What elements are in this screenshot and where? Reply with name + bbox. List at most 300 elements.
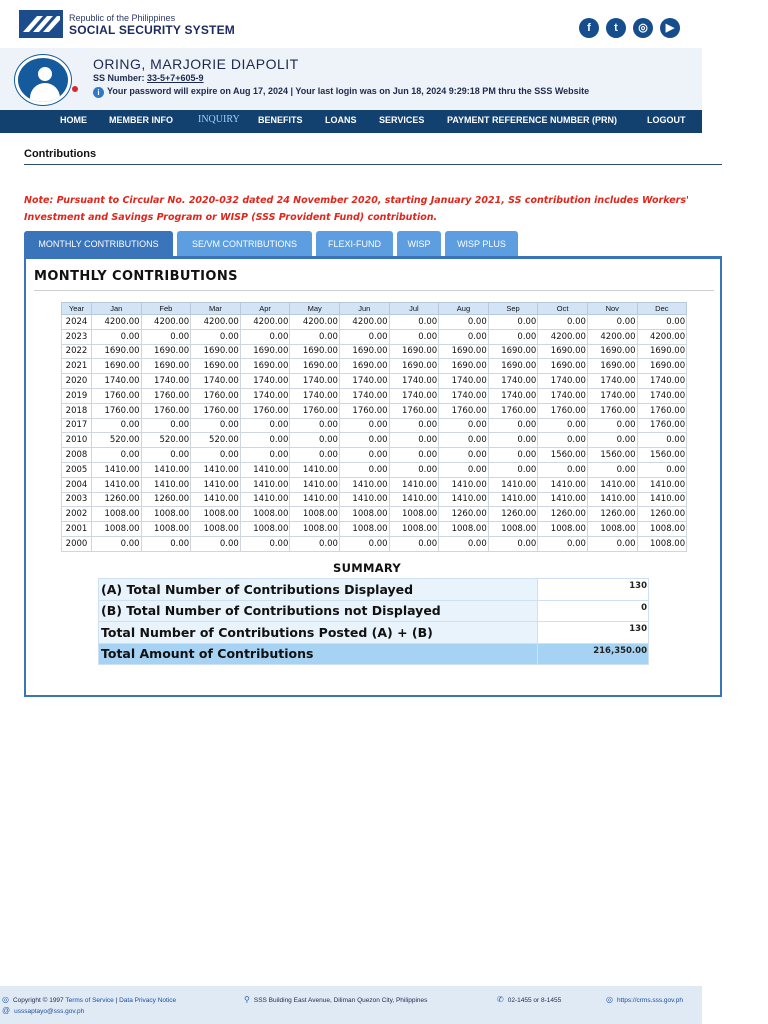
amount-cell: 1410.00 — [92, 462, 142, 477]
year-cell: 2005 — [62, 462, 92, 477]
nav-home[interactable]: HOME — [60, 115, 87, 125]
nav-member-info[interactable]: MEMBER INFO — [109, 115, 173, 125]
member-name: ORING, MARJORIE DIAPOLIT — [93, 56, 299, 72]
amount-cell: 1760.00 — [389, 403, 439, 418]
amount-cell: 0.00 — [439, 536, 489, 551]
summary-title: SUMMARY — [333, 561, 402, 575]
amount-cell: 1690.00 — [488, 344, 538, 359]
amount-cell: 1690.00 — [439, 344, 489, 359]
amount-cell: 1760.00 — [92, 388, 142, 403]
amount-cell: 1008.00 — [141, 522, 191, 537]
amount-cell: 0.00 — [290, 536, 340, 551]
amount-cell: 1260.00 — [587, 507, 637, 522]
amount-cell: 0.00 — [637, 315, 687, 330]
phone-icon: ✆ — [497, 995, 504, 1004]
summary-row — [99, 600, 649, 622]
email-link[interactable]: usssaptayo@sss.gov.ph — [14, 1008, 85, 1015]
amount-cell: 1740.00 — [240, 388, 290, 403]
amount-cell: 0.00 — [290, 448, 340, 463]
amount-cell: 1410.00 — [488, 492, 538, 507]
amount-cell: 0.00 — [439, 448, 489, 463]
amount-cell: 1410.00 — [240, 462, 290, 477]
footer-copyright-line — [2, 995, 176, 1004]
footer-email-line — [2, 1006, 84, 1015]
amount-cell: 1740.00 — [488, 388, 538, 403]
amount-cell: 1690.00 — [290, 359, 340, 374]
amount-cell: 0.00 — [92, 329, 142, 344]
twitter-icon[interactable]: t — [606, 18, 626, 38]
amount-cell: 1740.00 — [339, 374, 389, 389]
amount-cell: 0.00 — [191, 418, 241, 433]
email-icon: @ — [2, 1006, 11, 1015]
amount-cell: 1410.00 — [290, 477, 340, 492]
year-cell: 2001 — [62, 522, 92, 537]
amount-cell: 0.00 — [637, 433, 687, 448]
amount-cell: 1410.00 — [538, 492, 588, 507]
amount-cell: 1740.00 — [439, 374, 489, 389]
footer-separator: | — [113, 997, 120, 1004]
location-icon: ⚲ — [244, 995, 250, 1004]
amount-cell: 0.00 — [141, 329, 191, 344]
amount-cell: 1410.00 — [141, 462, 191, 477]
nav-services[interactable]: SERVICES — [379, 115, 425, 125]
amount-cell: 1260.00 — [538, 507, 588, 522]
amount-cell: 1760.00 — [141, 403, 191, 418]
amount-cell: 1410.00 — [240, 477, 290, 492]
ss-number-line — [93, 73, 204, 83]
year-cell: 2017 — [62, 418, 92, 433]
table-row — [62, 374, 687, 389]
nav-inquiry[interactable]: INQUIRY — [198, 114, 240, 125]
amount-cell: 1690.00 — [587, 344, 637, 359]
amount-cell: 1008.00 — [488, 522, 538, 537]
amount-cell: 0.00 — [339, 433, 389, 448]
year-cell: 2004 — [62, 477, 92, 492]
amount-cell: 0.00 — [240, 448, 290, 463]
amount-cell: 1008.00 — [538, 522, 588, 537]
amount-cell: 1410.00 — [191, 492, 241, 507]
amount-cell: 0.00 — [389, 448, 439, 463]
column-header-month: Jul — [389, 303, 439, 315]
amount-cell: 0.00 — [439, 433, 489, 448]
amount-cell: 1690.00 — [389, 344, 439, 359]
amount-cell: 1760.00 — [240, 403, 290, 418]
amount-cell: 1008.00 — [191, 507, 241, 522]
amount-cell: 1690.00 — [290, 344, 340, 359]
table-row — [62, 462, 687, 477]
year-cell: 2023 — [62, 329, 92, 344]
brand-title: SOCIAL SECURITY SYSTEM — [69, 23, 235, 37]
avatar-body — [30, 83, 60, 103]
table-row — [62, 344, 687, 359]
website-link[interactable]: https://crms.sss.gov.ph — [616, 997, 683, 1004]
amount-cell: 1008.00 — [637, 522, 687, 537]
amount-cell: 1740.00 — [587, 374, 637, 389]
column-header-year: Year — [62, 303, 92, 315]
terms-link[interactable]: Terms of Service — [65, 997, 114, 1004]
amount-cell: 1690.00 — [191, 344, 241, 359]
amount-cell: 0.00 — [240, 418, 290, 433]
amount-cell: 0.00 — [439, 315, 489, 330]
summary-total-row — [99, 643, 649, 665]
amount-cell: 1690.00 — [637, 344, 687, 359]
amount-cell: 1410.00 — [587, 477, 637, 492]
amount-cell: 1560.00 — [587, 448, 637, 463]
amount-cell: 1690.00 — [92, 359, 142, 374]
amount-cell: 4200.00 — [339, 315, 389, 330]
table-row — [62, 329, 687, 344]
nav-logout[interactable]: LOGOUT — [647, 115, 686, 125]
amount-cell: 0.00 — [141, 448, 191, 463]
amount-cell: 520.00 — [191, 433, 241, 448]
amount-cell: 0.00 — [191, 536, 241, 551]
amount-cell: 0.00 — [587, 315, 637, 330]
summary-value: 0 — [538, 600, 649, 622]
amount-cell: 1410.00 — [637, 477, 687, 492]
amount-cell: 1410.00 — [637, 492, 687, 507]
amount-cell: 1410.00 — [439, 477, 489, 492]
avatar-head — [38, 67, 52, 81]
amount-cell: 0.00 — [290, 433, 340, 448]
column-header-month: Aug — [439, 303, 489, 315]
amount-cell: 1008.00 — [587, 522, 637, 537]
amount-cell: 0.00 — [389, 433, 439, 448]
amount-cell: 1008.00 — [290, 507, 340, 522]
amount-cell: 0.00 — [488, 329, 538, 344]
tab-flexi-fund[interactable]: FLEXI-FUND — [316, 231, 393, 257]
amount-cell: 0.00 — [92, 536, 142, 551]
amount-cell: 0.00 — [290, 329, 340, 344]
amount-cell: 0.00 — [538, 418, 588, 433]
table-header-row — [62, 303, 687, 315]
summary-label: (A) Total Number of Contributions Displayed — [99, 579, 538, 601]
column-header-month: Oct — [538, 303, 588, 315]
panel-divider — [34, 290, 714, 291]
youtube-icon[interactable]: ▶ — [660, 18, 680, 38]
amount-cell: 0.00 — [141, 418, 191, 433]
password-notice: Your password will expire on Aug 17, 2024 | Your last login was on Jun 18, 2024 9:29:18 PM thru the SSS Website — [107, 86, 590, 96]
amount-cell: 1410.00 — [92, 477, 142, 492]
footer-url-line — [606, 995, 683, 1004]
amount-cell: 0.00 — [389, 462, 439, 477]
amount-cell: 1260.00 — [439, 507, 489, 522]
amount-cell: 1740.00 — [637, 388, 687, 403]
amount-cell: 0.00 — [240, 433, 290, 448]
table-row — [62, 418, 687, 433]
tab-wisp[interactable]: WISP — [397, 231, 441, 257]
amount-cell: 1690.00 — [488, 359, 538, 374]
amount-cell: 0.00 — [339, 448, 389, 463]
amount-cell: 0.00 — [92, 448, 142, 463]
amount-cell: 1008.00 — [389, 507, 439, 522]
amount-cell: 1690.00 — [439, 359, 489, 374]
amount-cell: 1410.00 — [439, 492, 489, 507]
year-cell: 2018 — [62, 403, 92, 418]
summary-table — [98, 578, 649, 665]
amount-cell: 1260.00 — [637, 507, 687, 522]
amount-cell: 1410.00 — [191, 477, 241, 492]
amount-cell: 1740.00 — [389, 388, 439, 403]
nav-loans[interactable]: LOANS — [325, 115, 357, 125]
column-header-month: Mar — [191, 303, 241, 315]
amount-cell: 1740.00 — [389, 374, 439, 389]
table-row — [62, 477, 687, 492]
amount-cell: 1008.00 — [240, 522, 290, 537]
amount-cell: 0.00 — [587, 418, 637, 433]
table-row — [62, 492, 687, 507]
amount-cell: 1740.00 — [488, 374, 538, 389]
year-cell: 2003 — [62, 492, 92, 507]
ss-number-label: SS Number: — [93, 73, 148, 83]
amount-cell: 1760.00 — [587, 403, 637, 418]
amount-cell: 1690.00 — [637, 359, 687, 374]
summary-label: Total Number of Contributions Posted (A) + (B) — [99, 622, 538, 644]
footer-phone-line — [497, 995, 561, 1004]
amount-cell: 0.00 — [141, 536, 191, 551]
amount-cell: 0.00 — [339, 462, 389, 477]
tab-wisp-plus[interactable]: WISP PLUS — [445, 231, 518, 257]
amount-cell: 1740.00 — [240, 374, 290, 389]
nav-prn[interactable]: PAYMENT REFERENCE NUMBER (PRN) — [447, 115, 618, 125]
nav-benefits[interactable]: BENEFITS — [258, 115, 303, 125]
amount-cell: 4200.00 — [191, 315, 241, 330]
amount-cell: 1008.00 — [240, 507, 290, 522]
amount-cell: 1690.00 — [141, 344, 191, 359]
table-row — [62, 315, 687, 330]
column-header-month: Sep — [488, 303, 538, 315]
year-cell: 2020 — [62, 374, 92, 389]
column-header-month: Feb — [141, 303, 191, 315]
amount-cell: 1410.00 — [339, 477, 389, 492]
amount-cell: 1690.00 — [191, 359, 241, 374]
amount-cell: 1740.00 — [290, 374, 340, 389]
status-dot — [72, 86, 78, 92]
amount-cell: 1690.00 — [538, 359, 588, 374]
amount-cell: 1690.00 — [141, 359, 191, 374]
amount-cell: 0.00 — [339, 536, 389, 551]
amount-cell: 1740.00 — [587, 388, 637, 403]
amount-cell: 0.00 — [439, 329, 489, 344]
info-icon: i — [93, 87, 104, 98]
amount-cell: 1560.00 — [538, 448, 588, 463]
facebook-icon[interactable]: f — [579, 18, 599, 38]
amount-cell: 0.00 — [488, 448, 538, 463]
amount-cell: 0.00 — [191, 448, 241, 463]
amount-cell: 0.00 — [488, 315, 538, 330]
amount-cell: 4200.00 — [92, 315, 142, 330]
year-cell: 2021 — [62, 359, 92, 374]
amount-cell: 1410.00 — [339, 492, 389, 507]
ss-number: 33-5+7+605-9 — [147, 73, 204, 83]
amount-cell: 1410.00 — [290, 462, 340, 477]
amount-cell: 0.00 — [538, 315, 588, 330]
amount-cell: 1260.00 — [488, 507, 538, 522]
amount-cell: 0.00 — [587, 462, 637, 477]
table-body — [62, 315, 687, 552]
amount-cell: 1410.00 — [240, 492, 290, 507]
amount-cell: 4200.00 — [538, 329, 588, 344]
column-header-month: Apr — [240, 303, 290, 315]
password-notice-line — [93, 86, 589, 98]
table-row — [62, 403, 687, 418]
contributions-table — [61, 302, 687, 552]
amount-cell: 1740.00 — [637, 374, 687, 389]
amount-cell: 4200.00 — [141, 315, 191, 330]
amount-cell: 1008.00 — [92, 522, 142, 537]
amount-cell: 1690.00 — [240, 344, 290, 359]
amount-cell: 4200.00 — [637, 329, 687, 344]
year-cell: 2008 — [62, 448, 92, 463]
amount-cell: 1760.00 — [439, 403, 489, 418]
amount-cell: 0.00 — [191, 329, 241, 344]
amount-cell: 1410.00 — [191, 462, 241, 477]
amount-cell: 1760.00 — [637, 403, 687, 418]
summary-total-label: Total Amount of Contributions — [99, 643, 538, 665]
amount-cell: 1740.00 — [92, 374, 142, 389]
amount-cell: 1690.00 — [587, 359, 637, 374]
amount-cell: 1410.00 — [587, 492, 637, 507]
brand-subtitle: Republic of the Philippines — [69, 13, 176, 23]
table-row — [62, 448, 687, 463]
amount-cell: 1760.00 — [488, 403, 538, 418]
amount-cell: 0.00 — [290, 418, 340, 433]
footer — [0, 986, 702, 1024]
address-text: SSS Building East Avenue, Diliman Quezon City, Philippines — [253, 997, 428, 1004]
amount-cell: 1410.00 — [389, 492, 439, 507]
amount-cell: 1260.00 — [92, 492, 142, 507]
year-cell: 2010 — [62, 433, 92, 448]
table-row — [62, 388, 687, 403]
amount-cell: 0.00 — [538, 433, 588, 448]
amount-cell: 4200.00 — [240, 315, 290, 330]
amount-cell: 0.00 — [240, 329, 290, 344]
amount-cell: 1740.00 — [290, 388, 340, 403]
amount-cell: 0.00 — [389, 315, 439, 330]
footer-address-line — [244, 995, 427, 1004]
amount-cell: 1690.00 — [339, 344, 389, 359]
column-header-month: Jun — [339, 303, 389, 315]
globe-icon: ◎ — [2, 995, 9, 1004]
amount-cell: 1690.00 — [538, 344, 588, 359]
amount-cell: 0.00 — [488, 536, 538, 551]
amount-cell: 0.00 — [488, 462, 538, 477]
amount-cell: 1410.00 — [389, 477, 439, 492]
summary-label: (B) Total Number of Contributions not Displayed — [99, 600, 538, 622]
main-nav — [0, 110, 702, 133]
amount-cell: 1008.00 — [339, 507, 389, 522]
amount-cell: 1760.00 — [141, 388, 191, 403]
tab-se-vm-contributions[interactable]: SE/VM CONTRIBUTIONS — [177, 231, 312, 257]
amount-cell: 1760.00 — [191, 403, 241, 418]
table-row — [62, 536, 687, 551]
copyright-text: Copyright © 1997 — [12, 997, 66, 1004]
amount-cell: 0.00 — [339, 418, 389, 433]
top-header — [0, 0, 702, 48]
table-row — [62, 507, 687, 522]
table-row — [62, 522, 687, 537]
amount-cell: 0.00 — [240, 536, 290, 551]
privacy-link[interactable]: Data Privacy Notice — [119, 997, 177, 1004]
amount-cell: 1690.00 — [92, 344, 142, 359]
column-header-month: Nov — [587, 303, 637, 315]
year-cell: 2024 — [62, 315, 92, 330]
amount-cell: 0.00 — [587, 433, 637, 448]
amount-cell: 1760.00 — [191, 388, 241, 403]
amount-cell: 1690.00 — [240, 359, 290, 374]
amount-cell: 0.00 — [389, 418, 439, 433]
amount-cell: 1008.00 — [339, 522, 389, 537]
summary-value: 130 — [538, 622, 649, 644]
amount-cell: 1008.00 — [637, 536, 687, 551]
amount-cell: 1740.00 — [191, 374, 241, 389]
avatar[interactable] — [15, 55, 71, 105]
amount-cell: 0.00 — [439, 418, 489, 433]
year-cell: 2022 — [62, 344, 92, 359]
amount-cell: 1008.00 — [389, 522, 439, 537]
amount-cell: 0.00 — [389, 329, 439, 344]
summary-row — [99, 622, 649, 644]
amount-cell: 1260.00 — [141, 492, 191, 507]
year-cell: 2019 — [62, 388, 92, 403]
year-cell: 2002 — [62, 507, 92, 522]
amount-cell: 1690.00 — [339, 359, 389, 374]
panel-title: MONTHLY CONTRIBUTIONS — [34, 269, 238, 284]
column-header-month: May — [290, 303, 340, 315]
amount-cell: 4200.00 — [290, 315, 340, 330]
amount-cell: 1008.00 — [290, 522, 340, 537]
summary-total-value: 216,350.00 — [538, 643, 649, 665]
tab-monthly-contributions[interactable]: MONTHLY CONTRIBUTIONS — [24, 231, 173, 257]
amount-cell: 0.00 — [587, 536, 637, 551]
summary-row — [99, 579, 649, 601]
instagram-icon[interactable]: ◎ — [633, 18, 653, 38]
amount-cell: 0.00 — [488, 433, 538, 448]
amount-cell: 1740.00 — [538, 388, 588, 403]
amount-cell: 0.00 — [339, 329, 389, 344]
amount-cell: 1760.00 — [637, 418, 687, 433]
amount-cell: 1740.00 — [141, 374, 191, 389]
table-row — [62, 433, 687, 448]
amount-cell: 1008.00 — [141, 507, 191, 522]
amount-cell: 1410.00 — [141, 477, 191, 492]
amount-cell: 0.00 — [92, 418, 142, 433]
amount-cell: 1690.00 — [389, 359, 439, 374]
amount-cell: 0.00 — [538, 536, 588, 551]
year-cell: 2000 — [62, 536, 92, 551]
amount-cell: 1008.00 — [92, 507, 142, 522]
page-title: Contributions — [24, 148, 97, 160]
amount-cell: 0.00 — [538, 462, 588, 477]
amount-cell: 1740.00 — [538, 374, 588, 389]
amount-cell: 1760.00 — [538, 403, 588, 418]
amount-cell: 0.00 — [637, 462, 687, 477]
amount-cell: 1760.00 — [339, 403, 389, 418]
amount-cell: 520.00 — [141, 433, 191, 448]
amount-cell: 1008.00 — [439, 522, 489, 537]
amount-cell: 1760.00 — [290, 403, 340, 418]
amount-cell: 1760.00 — [92, 403, 142, 418]
amount-cell: 0.00 — [488, 418, 538, 433]
table-row — [62, 359, 687, 374]
amount-cell: 1410.00 — [290, 492, 340, 507]
amount-cell: 1740.00 — [439, 388, 489, 403]
amount-cell: 1740.00 — [339, 388, 389, 403]
sss-logo — [19, 10, 63, 38]
amount-cell: 0.00 — [439, 462, 489, 477]
web-icon: ◎ — [606, 995, 613, 1004]
amount-cell: 1410.00 — [488, 477, 538, 492]
column-header-month: Dec — [637, 303, 687, 315]
